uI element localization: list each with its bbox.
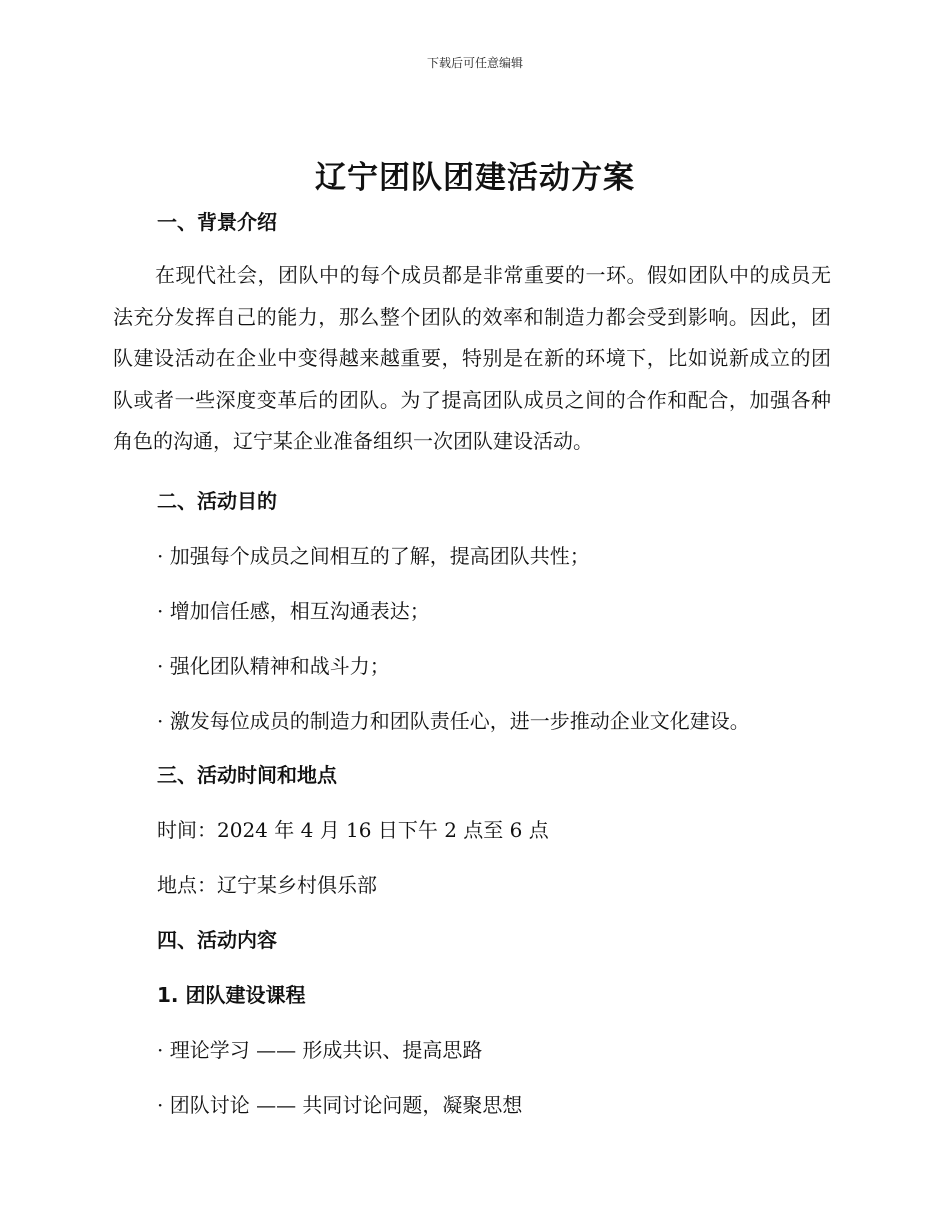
section-heading-background: 一、背景介绍 (157, 210, 277, 234)
goal-item: · 激发每位成员的制造力和团队责任心，进一步推动企业文化建设。 (157, 709, 750, 733)
section-heading-time-place: 三、活动时间和地点 (157, 763, 337, 787)
section-heading-content: 四、活动内容 (157, 928, 277, 952)
subsection-heading-course: 1. 团队建设课程 (157, 983, 306, 1007)
goal-item: · 强化团队精神和战斗力； (157, 654, 390, 678)
goal-item: · 加强每个成员之间相互的了解，提高团队共性； (157, 544, 590, 568)
content-item: · 理论学习 —— 形成共识、提高思路 (157, 1038, 483, 1062)
activity-time: 时间：2024 年 4 月 16 日下午 2 点至 6 点 (157, 818, 549, 842)
goal-item: · 增加信任感，相互沟通表达； (157, 599, 430, 623)
background-paragraph: 在现代社会，团队中的每个成员都是非常重要的一环。假如团队中的成员无法充分发挥自己的能力，那么整个团队的效率和制造力都会受到影响。因此，团队建设活动在企业中变得越来越重要，特别是在新的环境下，比如说新成立的团队或者一些深度变革后的团队。为了提高团队成员之间的合作和配合，加强各种角色的沟通，辽宁某企业准备组织一次团队建设活动。 (113, 263, 831, 453)
document-title: 辽宁团队团建活动方案 (315, 160, 635, 196)
content-item: · 团队讨论 —— 共同讨论问题，凝聚思想 (157, 1093, 523, 1117)
page-header-note: 下载后可任意编辑 (426, 56, 523, 70)
activity-place: 地点：辽宁某乡村俱乐部 (157, 873, 377, 897)
section-heading-goals: 二、活动目的 (157, 489, 277, 513)
